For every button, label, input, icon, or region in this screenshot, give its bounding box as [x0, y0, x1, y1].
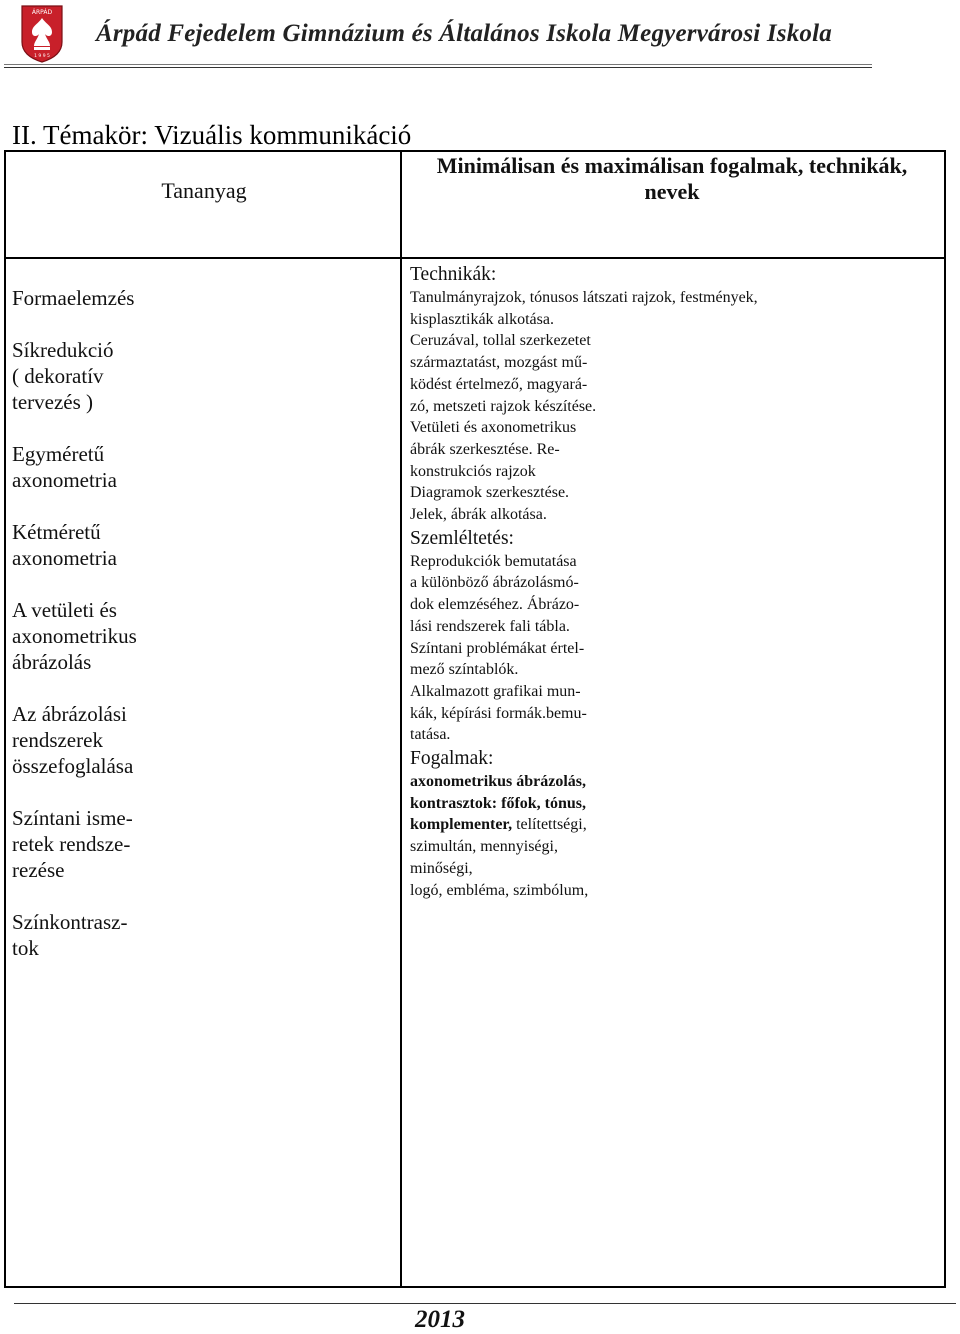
header-divider	[4, 67, 872, 68]
technikak-line: Jelek, ábrák alkotása.	[410, 506, 547, 524]
technikak-line: Diagramok szerkesztése.	[410, 484, 570, 502]
footer-year: 2013	[415, 1306, 465, 1333]
topic-item	[12, 441, 392, 493]
fogalmak-line: kontrasztok: főfok, tónus,	[410, 794, 587, 812]
technikak-heading: Technikák:	[410, 264, 497, 285]
topic-line: axonometrikus	[12, 624, 137, 648]
topic-line: axonometria	[12, 546, 117, 570]
szemleltetes-text	[410, 551, 935, 746]
topic-line: tervezés )	[12, 390, 94, 414]
table-header-right	[404, 153, 940, 205]
footer-divider	[14, 1303, 956, 1304]
technikak-text	[410, 287, 935, 526]
page-header	[0, 0, 960, 70]
szemleltetes-line: Reprodukciók bemutatása	[410, 552, 577, 570]
topic-line: Síkredukció	[12, 338, 114, 362]
section-title-prefix: II.	[12, 120, 43, 150]
details-column	[410, 262, 935, 901]
topic-line: axonometria	[12, 468, 117, 492]
topic-item	[12, 519, 392, 571]
school-name: Árpád Fejedelem Gimnázium és Általános Iskola Megyervárosi Iskola	[96, 20, 832, 47]
table-header-left: Tananyag	[161, 178, 247, 203]
technikak-line: Ceruzával, tollal szerkezetet	[410, 332, 591, 350]
topics-column	[12, 285, 392, 987]
technikak-line: ködést értelmező, magyará-	[410, 375, 588, 393]
topic-item	[12, 597, 392, 675]
fogalmak-bold-term: komplementer,	[410, 816, 513, 834]
szemleltetes-line: mező színtablók.	[410, 661, 519, 679]
fogalmak-heading: Fogalmak:	[410, 748, 494, 770]
szemleltetes-line: dok elemzéséhez. Ábrázo-	[410, 596, 580, 614]
topic-item	[12, 805, 392, 883]
topic-line: rezése	[12, 858, 65, 882]
topic-line: összefoglalása	[12, 754, 134, 778]
technikak-line: Vetületi és axonometrikus	[410, 419, 577, 437]
fogalmak-line: minőségi,	[410, 859, 473, 877]
topic-line: ( dekoratív	[12, 364, 104, 388]
table-header-divider	[4, 257, 944, 259]
szemleltetes-line: Alkalmazott grafikai mun-	[410, 682, 581, 700]
topic-line: retek rendsze-	[12, 832, 131, 856]
fogalmak-line: logó, embléma, szimbólum,	[410, 881, 589, 899]
topic-line: Kétméretű	[12, 520, 101, 544]
table-header-right-line1: Minimálisan és maximálisan fogalmak, technikák,	[436, 153, 908, 178]
topic-item	[12, 701, 392, 779]
table-header-right-line2: nevek	[644, 179, 700, 204]
topic-line: Formaelemzés	[12, 286, 135, 310]
topic-item	[12, 337, 392, 415]
header-divider-thin	[4, 64, 872, 65]
section-title-underlined: Témakör:	[43, 120, 148, 150]
topic-line: ábrázolás	[12, 650, 92, 674]
technikak-line: származtatást, mozgást mű-	[410, 354, 588, 372]
szemleltetes-line: kák, képírási formák.bemu-	[410, 704, 587, 722]
topic-line: Egyméretű	[12, 442, 105, 466]
fogalmak-rest: telítettségi,	[512, 816, 587, 834]
szemleltetes-line: Színtani problémákat értel-	[410, 639, 585, 657]
technikak-line: Tanulmányrajzok, tónusos látszati rajzok, festmények,	[410, 289, 758, 306]
table-column-divider	[400, 150, 402, 1286]
topic-line: rendszerek	[12, 728, 103, 752]
fogalmak-line	[410, 814, 935, 836]
topic-line: Színtani isme-	[12, 806, 133, 830]
svg-text:ÁRPÁD: ÁRPÁD	[31, 9, 53, 16]
topic-line: Színkontrasz-	[12, 910, 128, 934]
topic-line: A vetületi és	[12, 598, 117, 622]
technikak-line: konstrukciós rajzok	[410, 462, 536, 480]
school-logo-icon	[20, 4, 64, 64]
technikak-line: kisplasztikák alkotása.	[410, 310, 554, 328]
section-title	[12, 120, 411, 151]
szemleltetes-line: lási rendszerek fali tábla.	[410, 617, 570, 635]
szemleltetes-heading: Szemléltetés:	[410, 527, 514, 549]
fogalmak-line: axonometrikus ábrázolás,	[410, 773, 586, 791]
section-title-rest: Vizuális kommunikáció	[147, 120, 412, 150]
szemleltetes-line: tatása.	[410, 726, 451, 744]
technikak-line: ábrák szerkesztése. Re-	[410, 440, 560, 458]
fogalmak-line: szimultán, mennyiségi,	[410, 838, 558, 856]
topic-line: Az ábrázolási	[12, 702, 127, 726]
szemleltetes-line: a különböző ábrázolásmó-	[410, 574, 579, 592]
topic-item	[12, 909, 392, 961]
svg-text:1 9 9 5: 1 9 9 5	[34, 54, 50, 59]
topic-line: tok	[12, 936, 39, 960]
topic-item	[12, 285, 392, 311]
technikak-line: zó, metszeti rajzok készítése.	[410, 397, 597, 415]
